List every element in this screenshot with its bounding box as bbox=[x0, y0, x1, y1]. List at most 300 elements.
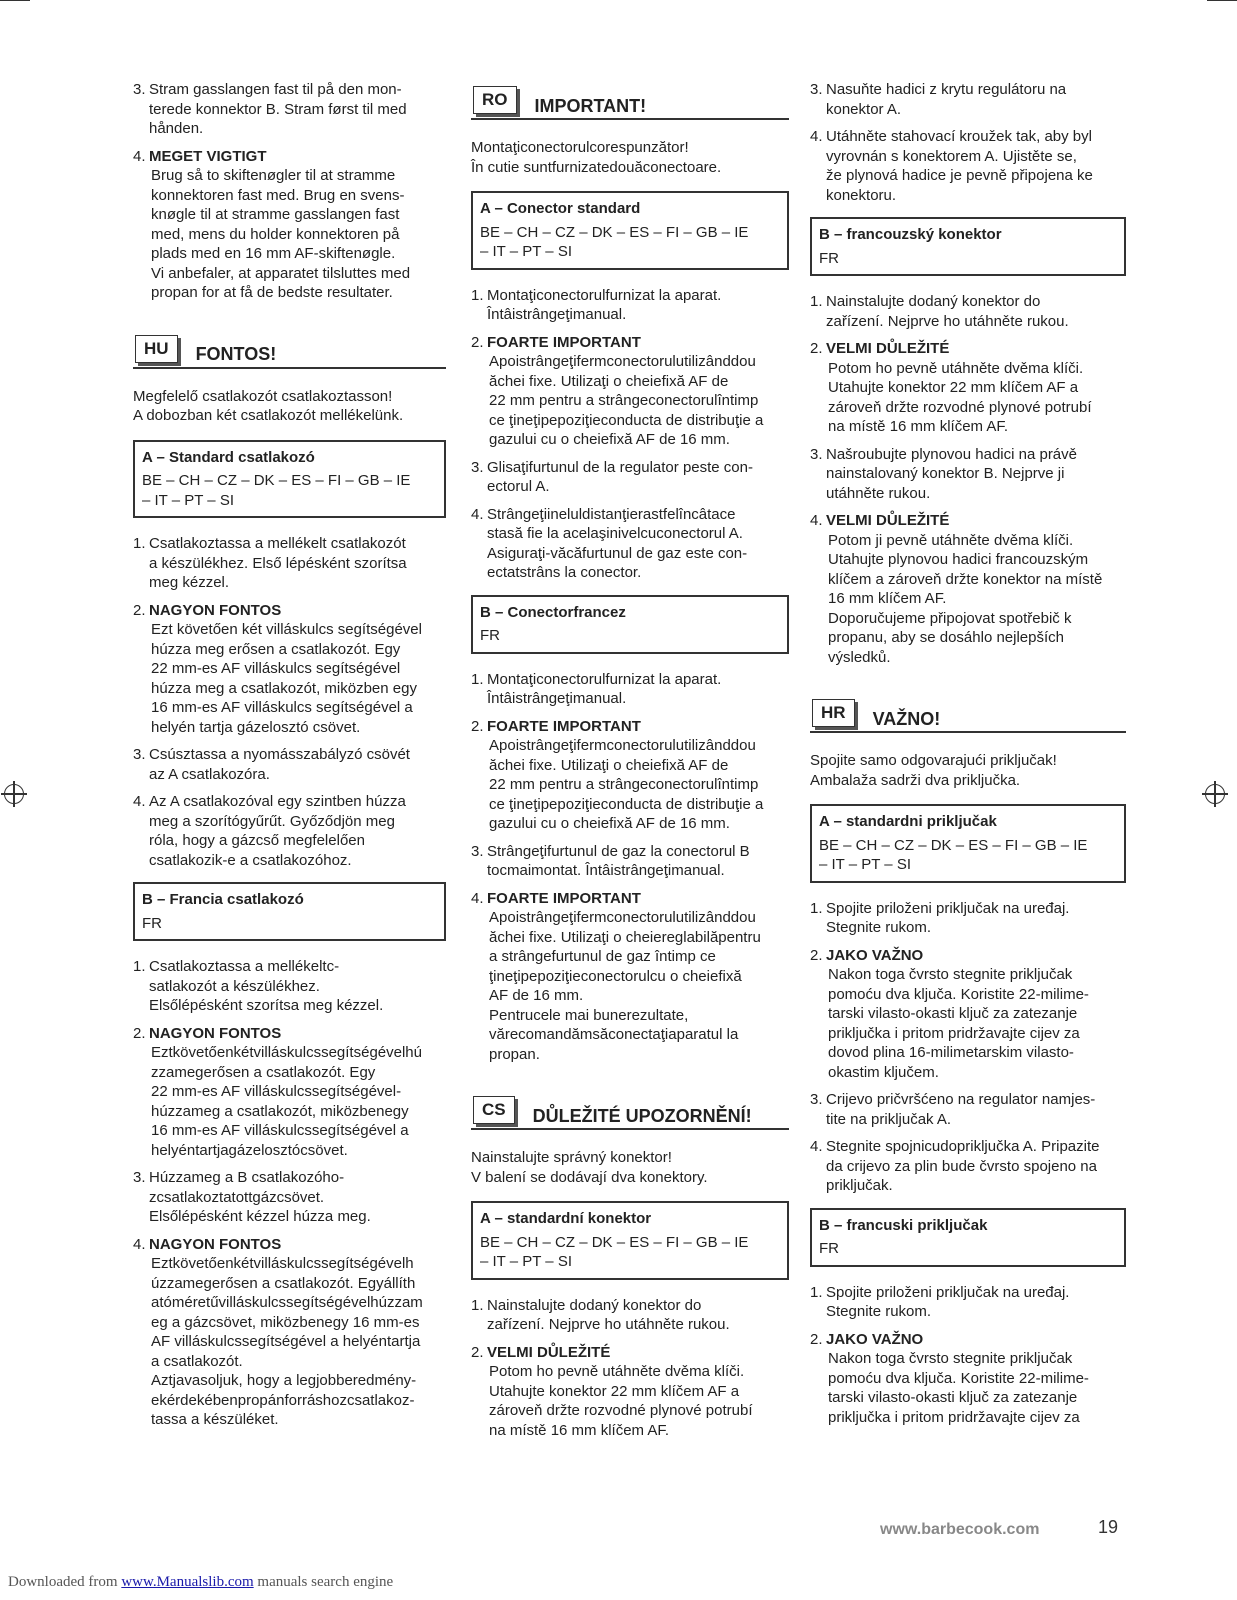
items-a bbox=[133, 534, 446, 870]
item-line: zároveň držte rozvodné plynové potrubí bbox=[828, 398, 1092, 416]
item-line: plads med en 16 mm AF-skiftenøgle. bbox=[151, 245, 396, 262]
item-body bbox=[826, 1137, 1126, 1196]
download-prefix: Downloaded from bbox=[8, 1574, 122, 1590]
box-title: A – standardni priključak bbox=[819, 813, 997, 830]
item-line: utáhněte rukou. bbox=[826, 484, 931, 502]
box-title: B – Francia csatlakozó bbox=[142, 891, 304, 908]
item-line: Húzzameg a B csatlakozóho- bbox=[149, 1169, 345, 1186]
item-line: vyrovnán s konektorem A. Ujistěte se, bbox=[826, 147, 1077, 165]
item-line: Brug så to skiftenøgler til at stramme bbox=[151, 167, 396, 184]
item-heading: VELMI DŮLEŽITÉ bbox=[826, 340, 950, 357]
item-number: 3. bbox=[133, 1169, 146, 1186]
item-line: Spojite priloženi priključak na uređaj. bbox=[826, 1283, 1070, 1301]
item-line: tite na priključak A. bbox=[826, 1110, 952, 1128]
item-line: meg kézzel. bbox=[149, 574, 230, 591]
item-line: Utáhněte stahovací kroužek tak, aby byl bbox=[826, 128, 1092, 145]
item-body bbox=[487, 505, 789, 583]
item-line: a strângefurtunul de gaz întimp ce bbox=[489, 948, 716, 965]
item-line: a készülékhez. Első lépésként szorítsa bbox=[149, 554, 407, 572]
item-line: úzzamegerősen a csatlakozót. Egyállíth bbox=[151, 1274, 416, 1292]
item-line: Potom ho pevně utáhněte dvěma klíči. bbox=[489, 1363, 745, 1380]
list-item bbox=[810, 127, 1126, 205]
item-line: csatlakozik-e a csatlakozóhoz. bbox=[149, 851, 352, 869]
item-body bbox=[826, 1283, 1126, 1322]
list-item bbox=[133, 957, 446, 1016]
item-heading: FOARTE IMPORTANT bbox=[487, 717, 641, 735]
item-line: Eztkövetőenkétvilláskulcssegítségévelhú bbox=[151, 1044, 422, 1061]
box-countries: FR bbox=[819, 249, 839, 267]
item-line: Nakon toga čvrsto stegnite priključak bbox=[828, 1350, 1073, 1367]
item-heading: NAGYON FONTOS bbox=[149, 1024, 282, 1042]
item-line: Csúsztassa a nyomásszabályzó csövét bbox=[149, 746, 410, 763]
item-body bbox=[149, 1024, 446, 1161]
list-item bbox=[133, 1024, 446, 1161]
intro-line: Nainstalujte správný konektor! bbox=[471, 1149, 672, 1166]
box-countries: BE – CH – CZ – DK – ES – FI – GB – IE bbox=[480, 1233, 749, 1251]
item-line: tocmaimontat. Întâistrângeţimanual. bbox=[487, 862, 725, 879]
item-line: 16 mm-es AF villáskulcssegítségével a bbox=[151, 1122, 409, 1139]
item-line: klíčem a zároveň držte konektor na místě bbox=[828, 570, 1103, 588]
list-item bbox=[471, 842, 789, 881]
item-line: Utahujte konektor 22 mm klíčem AF a bbox=[828, 379, 1079, 396]
box-countries: – IT – PT – SI bbox=[142, 491, 234, 509]
list-item bbox=[471, 1343, 789, 1441]
item-line: Nainstalujte dodaný konektor do bbox=[826, 293, 1041, 310]
box-title: B – Conectorfrancez bbox=[480, 603, 626, 621]
items-b bbox=[133, 957, 446, 1430]
item-line: vărecomandămsăconectaţiaparatul la bbox=[489, 1026, 739, 1043]
item-line: Apoistrângeţifermconectorulutilizânddou bbox=[489, 737, 756, 754]
item-number: 2. bbox=[471, 717, 484, 735]
item-line: med, mens du holder konnektoren på bbox=[151, 225, 400, 243]
item-line: satlakozót a készülékhez. bbox=[149, 977, 320, 995]
list-item bbox=[810, 1090, 1126, 1129]
footer-website: www.barbecook.com bbox=[880, 1521, 1040, 1538]
section-header-hr bbox=[810, 693, 1126, 733]
box-countries: BE – CH – CZ – DK – ES – FI – GB – IE bbox=[819, 836, 1088, 854]
box-title: B – francuski priključak bbox=[819, 1216, 988, 1234]
item-number: 2. bbox=[133, 1024, 146, 1042]
item-line: Stegnite rukom. bbox=[826, 919, 932, 936]
box-title: A – Standard csatlakozó bbox=[142, 448, 315, 466]
item-number: 2. bbox=[810, 340, 823, 357]
item-body bbox=[826, 899, 1126, 938]
list-item bbox=[471, 505, 789, 583]
item-line: 22 mm pentru a strângeconectorulîntimp bbox=[489, 776, 759, 793]
list-item bbox=[810, 1137, 1126, 1196]
item-line: konektor A. bbox=[826, 100, 902, 118]
section-header-ro bbox=[471, 80, 789, 120]
item-number: 1. bbox=[471, 1296, 484, 1314]
intro-paragraph bbox=[471, 1148, 789, 1187]
list-item bbox=[133, 1168, 446, 1227]
item-line: knøgle til at stramme gasslangen fast bbox=[151, 206, 400, 223]
item-number: 2. bbox=[810, 946, 823, 964]
intro-line: A dobozban két csatlakozót mellékelünk. bbox=[133, 407, 404, 424]
item-line: pomoću dva ključa. Koristite 22-milime- bbox=[828, 985, 1089, 1003]
item-line: dovod plina 16-milimetarskim vilasto- bbox=[828, 1044, 1074, 1061]
list-item bbox=[810, 445, 1126, 504]
box-countries: – IT – PT – SI bbox=[480, 243, 572, 260]
item-heading: NAGYON FONTOS bbox=[149, 601, 282, 619]
item-number: 2. bbox=[471, 333, 484, 351]
item-number: 4. bbox=[471, 505, 484, 523]
item-line: da crijevo za plin bude čvrsto spojeno na bbox=[826, 1157, 1097, 1175]
item-line: tarski vilasto-okasti ključ za zatezanje bbox=[828, 1005, 1078, 1022]
connector-box-b bbox=[810, 217, 1126, 276]
registration-mark-right-icon bbox=[1205, 784, 1225, 804]
item-line: gazului cu o cheiefixă AF de 16 mm. bbox=[489, 815, 730, 832]
items-top bbox=[810, 80, 1126, 205]
intro-line: Montaţiconectorulcorespunzător! bbox=[471, 139, 689, 156]
item-body bbox=[826, 339, 1126, 437]
item-line: Stram gasslangen fast til på den mon- bbox=[149, 81, 402, 98]
item-line: že plynová hadice je pevně připojena ke bbox=[826, 167, 1093, 184]
item-line: Potom ji pevně utáhněte dvěma klíči. bbox=[828, 531, 1074, 549]
item-line: propanu, aby se dosáhlo nejlepších bbox=[828, 629, 1065, 646]
list-item bbox=[810, 292, 1126, 331]
item-body bbox=[149, 601, 446, 738]
item-line: meg a szorítógyűrűt. Győződjön meg bbox=[149, 812, 395, 830]
item-line: húzza meg erősen a csatlakozót. Egy bbox=[151, 640, 401, 658]
items-b2 bbox=[810, 1283, 1126, 1428]
item-line: ce ţineţipepoziţieconducta de distribuţie a bbox=[489, 795, 764, 813]
item-number: 1. bbox=[810, 1283, 823, 1301]
section-header-hu bbox=[133, 329, 446, 369]
item-line: ţineţipepoziţieconectorulcu o cheiefixă bbox=[489, 967, 742, 985]
item-line: zároveň držte rozvodné plynové potrubí bbox=[489, 1402, 753, 1419]
item-line: ăchei fixe. Utilizaţi o cheiefixă AF de bbox=[489, 372, 729, 390]
item-body bbox=[826, 445, 1126, 504]
page-number: 19 bbox=[1098, 1517, 1119, 1537]
item-line: priključka i pritom pridržavajte cijev za bbox=[828, 1408, 1080, 1426]
item-number: 1. bbox=[810, 293, 823, 310]
item-number: 1. bbox=[133, 535, 146, 552]
item-line: propan. bbox=[489, 1045, 540, 1063]
connector-box-a bbox=[133, 440, 446, 519]
section-code: RO bbox=[473, 86, 517, 114]
item-line: Potom ho pevně utáhněte dvěma klíči. bbox=[828, 359, 1084, 377]
item-body bbox=[826, 511, 1126, 667]
item-line: Apoistrângeţifermconectorulutilizânddou bbox=[489, 353, 756, 370]
item-line: na místě 16 mm klíčem AF. bbox=[828, 418, 1009, 435]
item-body bbox=[487, 333, 789, 450]
item-line: AF villáskulcssegítségével a helyéntartja bbox=[151, 1333, 421, 1350]
item-line: húzzameg a csatlakozót, miközbenegy bbox=[151, 1102, 409, 1120]
box-countries: – IT – PT – SI bbox=[480, 1253, 572, 1270]
item-line: 16 mm-es AF villáskulcs segítségével a bbox=[151, 699, 413, 716]
box-title: A – standardní konektor bbox=[480, 1210, 652, 1227]
item-line: ăchei fixe. Utilizaţi o cheiefixă AF de bbox=[489, 756, 729, 774]
item-line: Utahujte plynovou hadici francouzským bbox=[828, 551, 1089, 568]
item-number: 1. bbox=[810, 899, 823, 917]
item-number: 3. bbox=[471, 458, 484, 476]
list-item bbox=[133, 745, 446, 784]
list-item bbox=[810, 946, 1126, 1083]
section-code: HR bbox=[812, 699, 855, 727]
list-item bbox=[471, 670, 789, 709]
item-line: pomoću dva ključa. Koristite 22-milime- bbox=[828, 1369, 1089, 1387]
item-heading: JAKO VAŽNO bbox=[826, 1330, 924, 1348]
box-title: B – francouzský konektor bbox=[819, 226, 1002, 243]
item-line: Strângeţiineluldistanţierastfelîncâtace bbox=[487, 505, 736, 523]
items-b bbox=[810, 292, 1126, 667]
item-line: 22 mm-es AF villáskulcs segítségével bbox=[151, 660, 401, 677]
manualslib-link[interactable]: www.Manualslib.com bbox=[121, 1574, 254, 1590]
item-line: zcsatlakoztatottgázcsövet. bbox=[149, 1188, 325, 1206]
item-heading: VELMI DŮLEŽITÉ bbox=[826, 512, 950, 529]
box-countries: BE – CH – CZ – DK – ES – FI – GB – IE bbox=[480, 223, 749, 241]
items-top bbox=[133, 80, 446, 303]
item-line: Asiguraţi-văcăfurtunul de gaz este con- bbox=[487, 544, 748, 562]
item-body bbox=[487, 842, 789, 881]
item-line: eg a gázcsövet, miközbenegy 16 mm-es bbox=[151, 1313, 420, 1331]
list-item bbox=[810, 339, 1126, 437]
item-body bbox=[826, 80, 1126, 119]
item-body bbox=[826, 1090, 1126, 1129]
item-body bbox=[149, 1168, 446, 1227]
list-item bbox=[133, 601, 446, 738]
item-line: nainstalovaný konektor B. Nejprve ji bbox=[826, 465, 1065, 482]
box-countries: BE – CH – CZ – DK – ES – FI – GB – IE bbox=[142, 472, 411, 489]
item-line: Întâistrângeţimanual. bbox=[487, 690, 627, 707]
item-line: Ezt követően két villáskulcs segítségével bbox=[151, 621, 422, 638]
section-title: FONTOS! bbox=[195, 344, 277, 364]
item-body bbox=[826, 127, 1126, 205]
item-line: Montaţiconectorulfurnizat la aparat. bbox=[487, 670, 722, 688]
item-line: Stegnite rukom. bbox=[826, 1303, 932, 1320]
item-line: helyén tartja gázelosztó csövet. bbox=[151, 718, 361, 736]
item-body bbox=[487, 458, 789, 497]
list-item bbox=[810, 1283, 1126, 1322]
item-line: Csatlakoztassa a mellékeltc- bbox=[149, 958, 340, 975]
item-line: 22 mm pentru a strângeconectorulîntimp bbox=[489, 392, 759, 409]
item-line: húzza meg a csatlakozót, miközben egy bbox=[151, 679, 417, 697]
item-body bbox=[149, 1235, 446, 1430]
item-number: 3. bbox=[133, 746, 146, 763]
item-body bbox=[487, 717, 789, 834]
item-number: 1. bbox=[133, 958, 146, 975]
item-line: terede konnektor B. Stram først til med bbox=[149, 100, 407, 118]
item-heading: FOARTE IMPORTANT bbox=[487, 333, 641, 351]
item-number: 1. bbox=[471, 286, 484, 304]
intro-line: Ambalaža sadrži dva priključka. bbox=[810, 771, 1021, 789]
item-line: ectatstrâns la conector. bbox=[487, 564, 642, 581]
item-line: zzamegerősen a csatlakozót. Egy bbox=[151, 1063, 376, 1081]
list-item bbox=[471, 717, 789, 834]
item-line: Glisaţifurtunul de la regulator peste con- bbox=[487, 458, 753, 476]
item-line: a csatlakozót. bbox=[151, 1352, 243, 1370]
list-item bbox=[471, 458, 789, 497]
item-number: 2. bbox=[133, 601, 146, 619]
item-line: az A csatlakozóra. bbox=[149, 765, 270, 783]
item-line: konnektoren fast med. Brug en svens- bbox=[151, 186, 405, 204]
item-line: zařízení. Nejprve ho utáhněte rukou. bbox=[487, 1316, 730, 1333]
item-line: 22 mm-es AF villáskulcssegítségével- bbox=[151, 1083, 402, 1100]
intro-paragraph bbox=[133, 387, 446, 426]
item-line: 16 mm klíčem AF. bbox=[828, 590, 947, 607]
item-line: stasă fie la acelaşinivelcuconectorul A. bbox=[487, 525, 743, 542]
item-line: Eztkövetőenkétvilláskulcssegítségévelh bbox=[151, 1255, 414, 1272]
item-body bbox=[487, 1296, 789, 1335]
items-a bbox=[810, 899, 1126, 1196]
item-line: gazului cu o cheiefixă AF de 16 mm. bbox=[489, 431, 730, 448]
item-line: ăchei fixe. Utilizaţi o cheiereglabilăpentru bbox=[489, 928, 761, 946]
column-2 bbox=[471, 80, 789, 1448]
item-line: propan for at få de bedste resultater. bbox=[151, 284, 393, 301]
item-number: 4. bbox=[471, 889, 484, 907]
item-heading: JAKO VAŽNO bbox=[826, 946, 924, 964]
item-body bbox=[487, 1343, 789, 1441]
intro-line: Spojite samo odgovarajući priključak! bbox=[810, 752, 1057, 769]
item-heading: NAGYON FONTOS bbox=[149, 1235, 282, 1253]
item-line: Spojite priloženi priključak na uređaj. bbox=[826, 899, 1070, 917]
intro-line: În cutie suntfurnizatedouăconectoare. bbox=[471, 158, 722, 176]
item-heading: VELMI DŮLEŽITÉ bbox=[487, 1343, 611, 1361]
item-line: Utahujte konektor 22 mm klíčem AF a bbox=[489, 1382, 740, 1400]
item-line: Pentrucele mai bunerezultate, bbox=[489, 1006, 689, 1024]
item-line: tassa a készüléket. bbox=[151, 1411, 279, 1428]
connector-box-b bbox=[471, 595, 789, 654]
items-cs-a bbox=[471, 1296, 789, 1441]
item-line: na místě 16 mm klíčem AF. bbox=[489, 1421, 670, 1439]
item-line: konektoru. bbox=[826, 186, 897, 204]
item-body bbox=[149, 792, 446, 870]
items-b bbox=[471, 670, 789, 1065]
item-line: ekérdekébenpropánforráshozcsatlakoz- bbox=[151, 1391, 415, 1409]
item-line: priključak. bbox=[826, 1177, 893, 1194]
item-line: AF de 16 mm. bbox=[489, 987, 584, 1004]
item-line: Nasuňte hadici z krytu regulátoru na bbox=[826, 81, 1067, 98]
intro-line: Megfelelő csatlakozót csatlakoztasson! bbox=[133, 387, 393, 405]
list-item bbox=[133, 80, 446, 139]
items-a bbox=[471, 286, 789, 583]
item-line: Nainstalujte dodaný konektor do bbox=[487, 1296, 702, 1314]
connector-box-b2 bbox=[810, 1208, 1126, 1267]
list-item bbox=[471, 1296, 789, 1335]
registration-mark-left-icon bbox=[4, 784, 24, 804]
item-number: 3. bbox=[810, 445, 823, 463]
box-title: A – Conector standard bbox=[480, 200, 641, 217]
list-item bbox=[471, 286, 789, 325]
item-body bbox=[826, 292, 1126, 331]
item-number: 3. bbox=[471, 842, 484, 860]
item-number: 4. bbox=[810, 1138, 823, 1155]
item-line: róla, hogy a gázcső megfelelően bbox=[149, 832, 365, 849]
box-countries: – IT – PT – SI bbox=[819, 856, 911, 873]
item-line: Elsőlépésként kézzel húzza meg. bbox=[149, 1208, 371, 1225]
item-number: 2. bbox=[810, 1330, 823, 1348]
item-line: okastim ključem. bbox=[828, 1063, 939, 1081]
section-code: HU bbox=[135, 335, 178, 363]
item-line: helyéntartjagázelosztócsövet. bbox=[151, 1141, 348, 1159]
list-item bbox=[810, 80, 1126, 119]
item-body bbox=[487, 286, 789, 325]
item-line: Strângeţifurtunul de gaz la conectorul B bbox=[487, 842, 750, 860]
item-number: 2. bbox=[471, 1343, 484, 1361]
item-number: 4. bbox=[810, 512, 823, 529]
item-line: tarski vilasto-okasti ključ za zatezanje bbox=[828, 1389, 1078, 1406]
download-credit bbox=[8, 1573, 393, 1593]
connector-box-a bbox=[471, 191, 789, 270]
item-line: Întâistrângeţimanual. bbox=[487, 306, 627, 323]
item-line: Crijevo pričvršćeno na regulator namjes- bbox=[826, 1091, 1096, 1108]
item-number: 4. bbox=[133, 793, 146, 810]
item-line: zařízení. Nejprve ho utáhněte rukou. bbox=[826, 312, 1069, 330]
item-body bbox=[149, 534, 446, 593]
item-line: Aztjavasoljuk, hogy a legjobberedmény- bbox=[151, 1372, 417, 1389]
list-item bbox=[133, 534, 446, 593]
item-body bbox=[149, 745, 446, 784]
section-title: DŮLEŽITÉ UPOZORNĚNÍ! bbox=[532, 1105, 752, 1126]
item-line: Vi anbefaler, at apparatet tilsluttes med bbox=[151, 264, 411, 282]
section-header-cs bbox=[471, 1090, 789, 1130]
item-number: 4. bbox=[133, 147, 146, 165]
item-line: ectorul A. bbox=[487, 478, 550, 495]
item-line: Apoistrângeţifermconectorulutilizânddou bbox=[489, 909, 756, 926]
intro-paragraph bbox=[471, 138, 789, 177]
item-number: 4. bbox=[133, 1235, 146, 1253]
section-title: IMPORTANT! bbox=[534, 95, 647, 116]
item-line: priključka i pritom pridržavajte cijev za bbox=[828, 1024, 1080, 1042]
item-heading: MEGET VIGTIGT bbox=[149, 147, 267, 165]
item-number: 4. bbox=[810, 128, 823, 145]
column-1 bbox=[133, 80, 446, 1438]
box-countries: FR bbox=[819, 1240, 839, 1257]
item-line: atóméretűvilláskulcssegítségévelhúzzam bbox=[151, 1294, 423, 1311]
intro-paragraph bbox=[810, 751, 1126, 790]
item-body bbox=[826, 1330, 1126, 1428]
item-number: 3. bbox=[810, 81, 823, 98]
item-body bbox=[487, 889, 789, 1065]
item-line: Našroubujte plynovou hadici na právě bbox=[826, 445, 1077, 463]
download-suffix: manuals search engine bbox=[253, 1574, 394, 1590]
list-item bbox=[810, 511, 1126, 667]
item-line: Az A csatlakozóval egy szintben húzza bbox=[149, 793, 406, 810]
item-line: Nakon toga čvrsto stegnite priključak bbox=[828, 966, 1073, 983]
item-number: 1. bbox=[471, 670, 484, 688]
column-3 bbox=[810, 80, 1126, 1435]
item-number: 3. bbox=[133, 81, 146, 98]
box-countries: FR bbox=[480, 627, 500, 644]
list-item bbox=[810, 1330, 1126, 1428]
connector-box-cs-a bbox=[471, 1201, 789, 1280]
list-item bbox=[133, 1235, 446, 1430]
section-title: VAŽNO! bbox=[872, 708, 941, 729]
item-line: Doporučujeme připojovat spotřebič k bbox=[828, 609, 1072, 627]
box-countries: FR bbox=[142, 914, 162, 932]
list-item bbox=[810, 899, 1126, 938]
item-body bbox=[149, 957, 446, 1016]
list-item bbox=[133, 792, 446, 870]
item-body bbox=[149, 80, 446, 139]
intro-line: V balení se dodávají dva konektory. bbox=[471, 1168, 708, 1186]
connector-box-b bbox=[133, 882, 446, 941]
item-body bbox=[149, 147, 446, 303]
item-line: výsledků. bbox=[828, 648, 891, 666]
item-body bbox=[487, 670, 789, 709]
list-item bbox=[471, 889, 789, 1065]
item-body bbox=[826, 946, 1126, 1083]
item-line: Stegnite spojnicudopriključka A. Pripazite bbox=[826, 1138, 1100, 1155]
item-number: 3. bbox=[810, 1091, 823, 1108]
item-heading: FOARTE IMPORTANT bbox=[487, 889, 641, 907]
list-item bbox=[471, 333, 789, 450]
section-code: CS bbox=[473, 1096, 515, 1124]
list-item bbox=[133, 147, 446, 303]
connector-box-a bbox=[810, 804, 1126, 883]
item-line: Montaţiconectorulfurnizat la aparat. bbox=[487, 286, 722, 304]
